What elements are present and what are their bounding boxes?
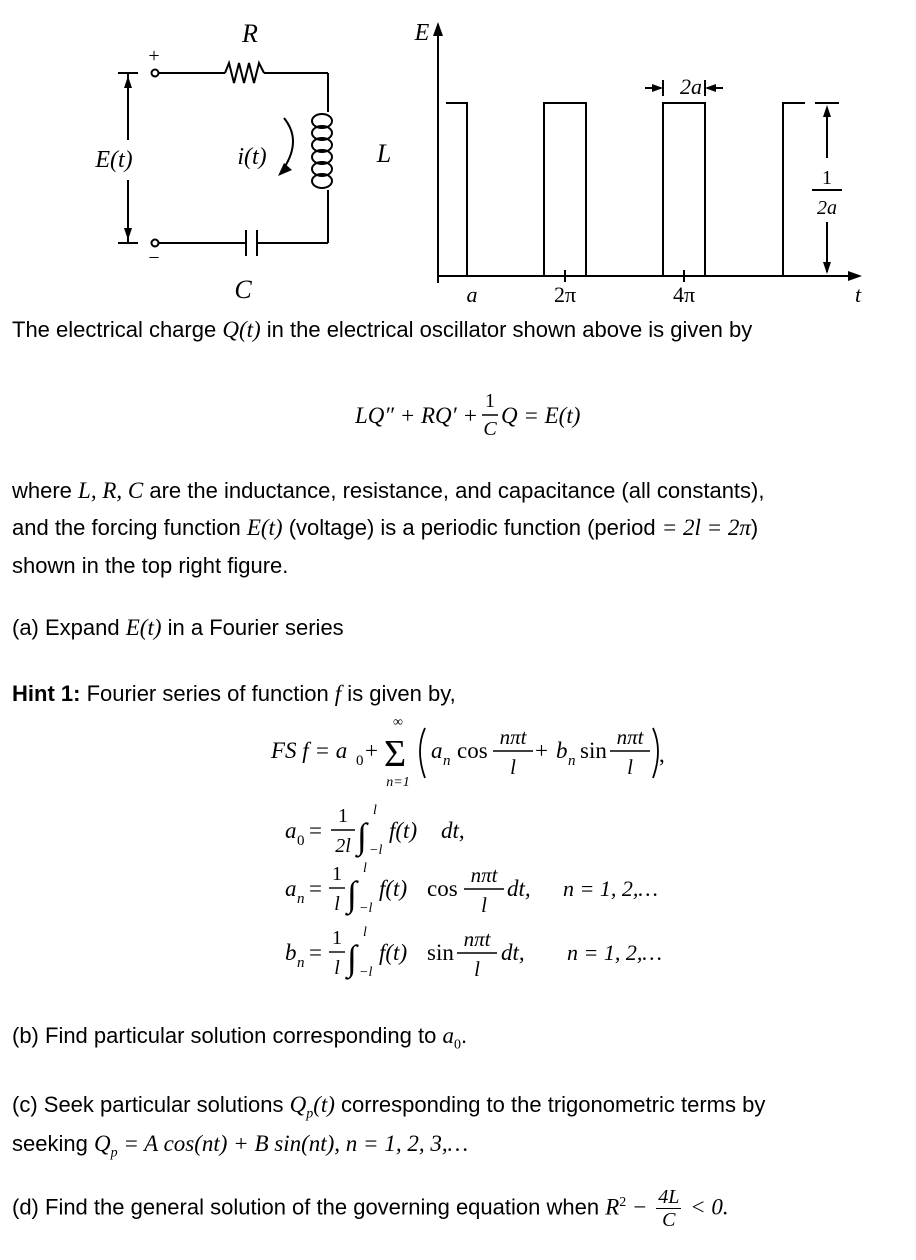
intro-text-1: The electrical charge <box>12 317 223 342</box>
an-a: a <box>285 876 297 901</box>
bn-dt: dt, <box>501 940 525 965</box>
fs-plus: + <box>365 738 378 763</box>
where-text-3: and the forcing function <box>12 515 247 540</box>
part-a-text-2: in a Fourier series <box>161 615 344 640</box>
where-line-2 <box>12 514 758 542</box>
hint-text-1: Fourier series of function <box>80 681 335 706</box>
pulse-height-numerator: 1 <box>822 167 832 189</box>
part-c-line-2 <box>12 1130 468 1167</box>
part-b-math: a <box>442 1023 454 1048</box>
part-c-text-1: (c) Seek particular solutions <box>12 1092 290 1117</box>
fs-bn-sub: n <box>568 753 576 769</box>
where-math-period: = 2l = 2π <box>661 515 751 540</box>
part-d-minus: − <box>626 1194 654 1220</box>
part-d-text-1: (d) Find the general solution of the governing equation when <box>12 1194 606 1220</box>
label-C: C <box>234 275 252 304</box>
part-a-math: E(t) <box>125 615 162 640</box>
part-d-fraction <box>656 1186 681 1231</box>
eq-frac-num: 1 <box>485 390 495 412</box>
right-paren <box>653 728 658 778</box>
bn-num: nπt <box>463 927 491 951</box>
governing-equation <box>355 385 615 450</box>
an-f: f(t) <box>379 876 408 901</box>
an-frac-num: 1 <box>332 863 342 885</box>
part-a <box>12 614 344 642</box>
part-a-text-1: (a) Expand <box>12 615 126 640</box>
part-b <box>12 1022 467 1059</box>
hint-1 <box>12 680 456 708</box>
bn-frac-num: 1 <box>332 927 342 949</box>
where-line-1 <box>12 477 764 505</box>
fourier-formulas <box>265 710 705 1005</box>
an-formula <box>285 861 658 917</box>
fs-cos: cos <box>457 738 488 763</box>
eq-rhs: Q = E(t) <box>501 403 581 428</box>
part-b-text-1: (b) Find particular solution corresponding to <box>12 1023 443 1048</box>
fs-cos-den: l <box>510 755 516 779</box>
axis-label-E: E <box>414 20 430 46</box>
governing-equation-svg <box>355 385 615 445</box>
where-math-E: E(t) <box>246 515 283 540</box>
an-sub: n <box>297 891 305 907</box>
sum-upper: ∞ <box>393 715 403 730</box>
where-line-3: shown in the top right figure. <box>12 553 289 578</box>
square-wave-graph <box>433 22 862 283</box>
hint-text-2: is given by, <box>341 681 456 706</box>
fs-an: a <box>431 738 443 763</box>
fs-sin-den: l <box>627 755 633 779</box>
tick-label-4pi: 4π <box>672 282 696 307</box>
a0-int-top: l <box>373 803 377 818</box>
a0-frac-den: 2l <box>335 835 351 857</box>
capacitor-symbol <box>246 230 257 256</box>
part-b-text-2: . <box>460 1023 468 1048</box>
an-int-top: l <box>363 861 367 876</box>
part-c-math-t: (t) <box>313 1092 335 1117</box>
an-eq: = <box>309 876 322 901</box>
integral-icon: ∫ <box>347 874 357 914</box>
part-b-sub: 0 <box>453 1037 461 1053</box>
inductor-symbol <box>312 114 332 188</box>
hint-label: Hint 1: <box>12 681 81 706</box>
current-arrow <box>284 118 293 168</box>
a0-eq: = <box>309 818 322 843</box>
fs-comma: , <box>659 742 665 767</box>
bn-den: l <box>474 957 480 981</box>
bn-eq: = <box>309 940 322 965</box>
fs-lhs: FS f = a <box>271 738 348 763</box>
part-c-sub-2: p <box>110 1145 118 1161</box>
plus-sign: + <box>148 45 160 67</box>
bn-frac-den: l <box>334 957 340 979</box>
axis-label-t: t <box>854 282 862 307</box>
fs-bn: b <box>556 738 568 763</box>
integral-icon: ∫ <box>357 816 367 856</box>
a0-a: a <box>285 818 297 843</box>
an-den: l <box>481 893 487 917</box>
pulse-height-denominator: 2a <box>817 197 837 219</box>
a0-formula <box>285 803 465 858</box>
an-cos: cos <box>427 876 458 901</box>
sigma-icon: Σ <box>384 733 407 775</box>
part-c-text-3: seeking <box>12 1131 94 1156</box>
eq-frac-den: C <box>483 418 497 440</box>
an-frac-den: l <box>334 893 340 915</box>
part-c-math-formula: = A cos(nt) + B sin(nt), n = 1, 2, 3,… <box>117 1131 469 1156</box>
bn-sin: sin <box>427 940 454 965</box>
label-L: L <box>376 139 392 168</box>
part-d-math-R: R <box>605 1194 620 1220</box>
bn-sub: n <box>297 955 305 971</box>
part-d-sup: 2 <box>619 1194 627 1210</box>
where-math-LRC: L, R, C <box>78 478 144 503</box>
label-i-t: i(t) <box>237 144 267 170</box>
a0-int-bot: −l <box>369 843 383 858</box>
part-c-text-2: corresponding to the trigonometric terms by <box>334 1092 766 1117</box>
pulse-width-label: 2a <box>680 74 702 99</box>
an-int-bot: −l <box>359 901 373 916</box>
top-terminal <box>152 70 159 77</box>
an-num: nπt <box>470 863 498 887</box>
intro-text-2: in the electrical oscillator shown above is given by <box>260 317 753 342</box>
fs-an-sub: n <box>443 753 451 769</box>
integral-icon: ∫ <box>347 938 357 978</box>
where-text-5: ) <box>750 515 759 540</box>
bn-range: n = 1, 2,… <box>567 940 662 965</box>
part-c-math-Q: Q <box>289 1092 307 1117</box>
label-R: R <box>242 19 258 48</box>
a0-sub: 0 <box>297 833 305 849</box>
part-c-line-1 <box>12 1091 765 1128</box>
part-c-math-Q2: Q <box>93 1131 111 1156</box>
bn-int-top: l <box>363 925 367 940</box>
part-d <box>12 1186 729 1231</box>
bn-b: b <box>285 940 297 965</box>
where-text-4: (voltage) is a periodic function (period <box>282 515 662 540</box>
bn-int-bot: −l <box>359 965 373 980</box>
sum-lower: n=1 <box>386 775 410 790</box>
eq-lhs: LQ″ + RQ′ + <box>355 403 478 428</box>
an-dt: dt, <box>507 876 531 901</box>
an-range: n = 1, 2,… <box>563 876 658 901</box>
circuit-diagram <box>118 63 332 256</box>
part-d-frac-den: C <box>662 1209 676 1231</box>
a0-f: f(t) <box>389 818 418 843</box>
fs-definition <box>270 715 665 790</box>
hint-math-f: f <box>334 681 342 706</box>
fs-sub-0: 0 <box>356 753 364 769</box>
bn-formula <box>285 925 662 981</box>
part-c-sub: p <box>306 1106 314 1122</box>
fs-sin-num: nπt <box>616 725 644 749</box>
left-paren <box>420 728 425 778</box>
intro-math-Q: Q(t) <box>222 317 261 342</box>
intro-paragraph <box>12 316 752 344</box>
fourier-formulas-svg <box>265 710 705 1000</box>
bn-f: f(t) <box>379 940 408 965</box>
resistor-symbol <box>225 63 264 83</box>
a0-dt: dt, <box>441 818 465 843</box>
fs-cos-num: nπt <box>499 725 527 749</box>
part-d-frac-num: 4L <box>658 1186 680 1208</box>
fs-sin: sin <box>580 738 607 763</box>
where-text-2: are the inductance, resistance, and capacitance (all constants), <box>143 478 765 503</box>
figure-svg <box>0 0 916 315</box>
fs-plus-2: + <box>535 738 548 763</box>
figure <box>0 0 916 315</box>
wave-line <box>446 103 805 276</box>
tick-label-a: a <box>466 282 478 307</box>
part-d-math-end: < 0. <box>684 1194 729 1220</box>
label-E-t: E(t) <box>95 147 133 173</box>
tick-label-2pi: 2π <box>553 282 577 307</box>
minus-sign: − <box>148 247 160 269</box>
where-text-1: where <box>12 478 79 503</box>
a0-frac-num: 1 <box>338 805 348 827</box>
bottom-terminal <box>152 240 159 247</box>
